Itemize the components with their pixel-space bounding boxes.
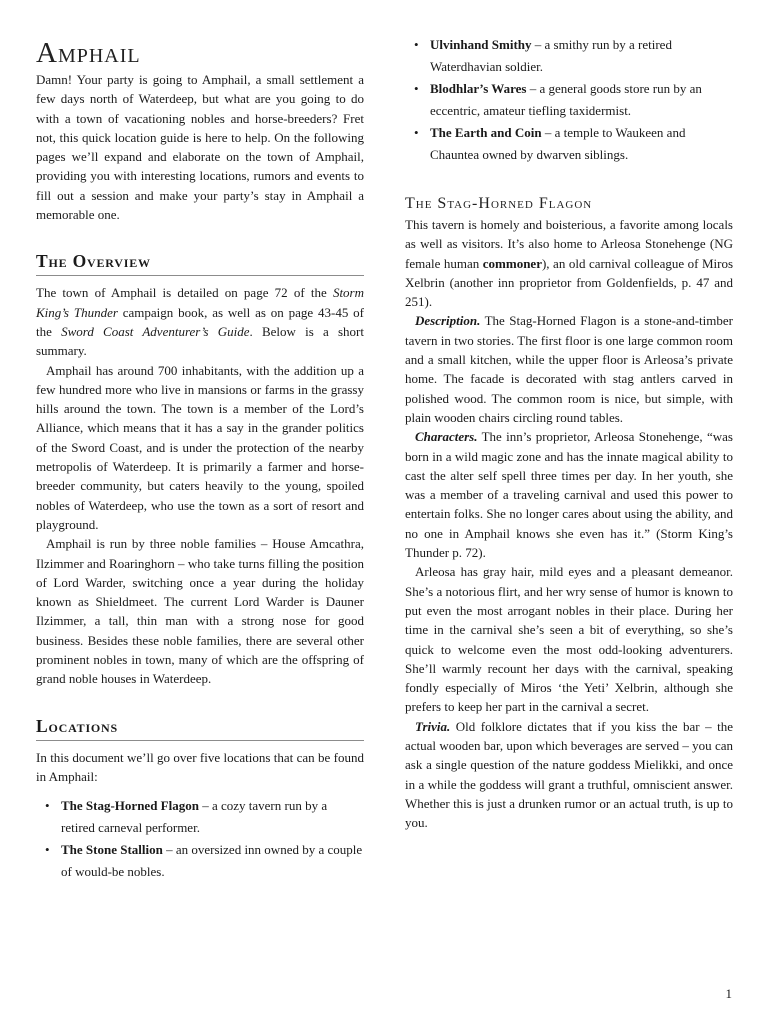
page-title: Amphail [36,37,141,69]
list-item: • The Stone Stallion – an oversized inn owned by a couple of would-be nobles. [36,839,364,883]
page-number: 1 [725,986,732,1001]
list-item: • Ulvinhand Smithy – a smithy run by a retired Waterdhavian soldier. [405,34,733,78]
locations-intro: In this document we’ll go over five locations that can be found in Amphail: [36,749,364,784]
list-item: • The Stag-Horned Flagon – a cozy tavern run by a retired carneval performer. [36,795,364,839]
location-name: The Earth and Coin [430,125,542,140]
bullet-icon: • [45,798,50,814]
location-name: Ulvinhand Smithy [430,37,532,52]
list-item: • The Earth and Coin – a temple to Waukeen and Chauntea owned by dwarven siblings. [405,122,733,166]
location-name: Blodhlar’s Wares [430,81,527,96]
description-label: Description. [415,313,481,329]
right-column [405,0,733,833]
bullet-icon: • [414,81,419,96]
left-column [36,0,364,883]
location-name: The Stone Stallion [61,842,163,858]
flagon-characters: Characters. The inn’s proprietor, Arleosa Stonehenge, “was born in a wild magic zone and has the innate magical ability to cast the alter self spell three times per day. In her youth, she was a member of a traveling carnival and used this power to entertain folks. She no longer cares about using the ability, and no one in Amphail knows she even has it.” (Storm King’s Thunder p. 72). [405,429,733,561]
commoner-term: commoner [482,255,542,271]
location-name: The Stag-Horned Flagon [61,798,199,814]
intro-paragraph: Damn! Your party is going to Amphail, a small settlement a few days north of Waterdeep, but what are you going to do with a town of vacationing nobles and horse-breeders? Fret not, this quick location guide is here to help. On the following pages we’ll expand and elaborate on the town of Amphail, providing you with interesting locations, rumors and events to fill out a session and make your party’s stay in Amphail a memorable one. [36,72,364,223]
locations-list-part-1 [36,795,364,883]
overview-paragraph-1: The town of Amphail is detailed on page 72 of the Storm King’s Thunder campaign book, as well as on page 43-45 of the Sword Coast Adventurer’s Guide. Below is a short summary. [36,285,364,359]
bullet-icon: • [414,37,419,52]
flagon-intro: This tavern is homely and boisterious, a favorite among locals as well as visitors. It’s also home to Arleosa Stonehenge (NG female human commoner), an old carnival colleague of Miros Xelbrin (another inn proprietor from Goldenfields, p. 47 and 251). [405,217,734,310]
book-title-skt: Storm King’s Thunder [36,285,364,320]
flagon-heading: The Stag-Horned Flagon [405,195,593,212]
flagon-description: Description. The Stag-Horned Flagon is a stone-and-timber tavern in two stories. The first floor is one large common room and a small kitchen, while the upper floor is Arleosa’s private home. The facade is decorated with stag antlers carved in polished wood. The common room is nice, but simple, with plain wooden chairs circling round tables. [405,313,733,425]
flagon-trivia: Trivia. Old folklore dictates that if you kiss the bar – the actual wooden bar, upon which beverages are served – you can ask a single question of the nature goddess Mielikki, and once in a while the goddess will grant a truthful, omniscient answer. Whether this is just a drunken rumor or an actual truth, is up to you. [405,718,733,831]
list-item: • Blodhlar’s Wares – a general goods store run by an eccentric, amateur tiefling taxidermist. [405,78,733,122]
overview-paragraph-2: Amphail has around 700 inhabitants, with the addition up a few hundred more who live in mansions or farms in the grassy hills around the town. The town is a member of the Lord’s Alliance, which means that it has a say in the grander politics of the Sword Coast, and is under the protection of the nearby metropolis of Waterdeep. It is primarily a farmer and horse-breeder community, but caters heavily to the young, spoiled nobles of Waterdeep, who use the town as a sort of resort and playground. [36,362,364,532]
bullet-icon: • [414,125,419,140]
flagon-arleosa: Arleosa has gray hair, mild eyes and a pleasant demeanor. She’s a notorious flirt, and her wry sense of humor is known to put even the most arrogant nobles in their place. During her time in the carnival she’s seen a bit of everything, so she’s quick to welcome even the most odd-looking adventurers. She’ll warmly recount her days with the carnival, speaking fondly especially of Miros ‘the Yeti’ Xelbrin, although she prefers to keep her part in the carnival a secret. [405,564,733,715]
overview-paragraph-3: Amphail is run by three noble families – House Amcathra, Ilzimmer and Roaringhorn – who take turns filling the position of Lord Warder, switching once a year during the holiday known as Shieldmeet. The current Lord Warder is Dauner Ilzimmer, a tall, thin man with a strong nose for good business. Besides these noble families, there are several other prominent nobles in town, many of which are the offspring of grand noble houses in Waterdeep. [36,536,364,687]
locations-list-part-2 [405,34,733,166]
locations-heading: Locations [36,715,364,741]
trivia-label: Trivia. [415,718,451,734]
bullet-icon: • [45,842,50,858]
overview-heading: The Overview [36,250,364,276]
book-title-scag: Sword Coast Adventurer’s Guide [61,323,250,339]
characters-label: Characters. [415,429,478,445]
